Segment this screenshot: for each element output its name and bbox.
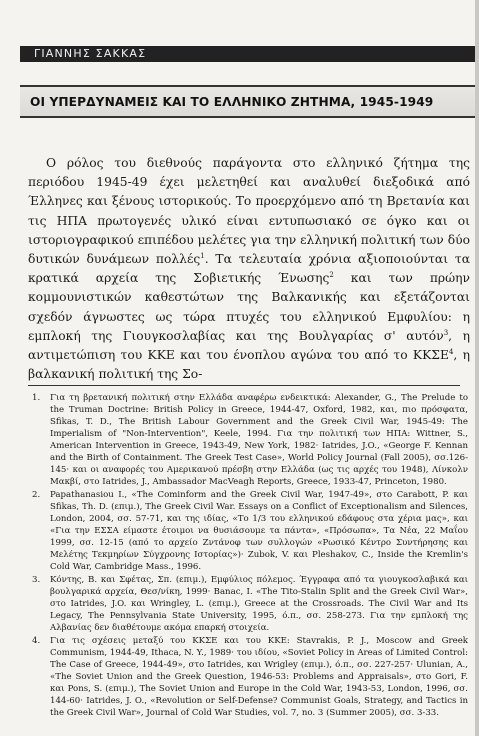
body-text-run: . Τα τελευταία χρόνια αξιοποιούνται τα κρατικά αρχεία της Σοβιετικής Ένωσης — [28, 252, 470, 286]
body-text-run: Ο ρόλος του διεθνούς παράγοντα στο ελληνικό ζήτημα της περιόδου 1945-49 έχει μελετηθεί και αναλυθεί διεξοδικά από Έλληνες και ξένους ιστορικούς. Το προερχόμενο από τη Βρετανία και τις ΗΠΑ πρωτογενές υλικό είναι εντυπωσιακό σε όγκο και οι ιστοριογραφικού επιπέδου μελέτες για την ελληνική πολιτική των δύο δυτικών δυνάμεων πολλές — [28, 156, 470, 267]
page-edge — [475, 0, 479, 736]
footnote-text: Κόντης, Β. και Σφέτας, Σπ. (επιμ.), Εμφύλιος πόλεμος. Έγγραφα από τα γιουγκοσλαβικά και βουλγαρικά αρχεία, Θεσ/νίκη, 1999· Banac, I. «The Tito-Stalin Split and the Greek Civil War», στο Iatrides, J.O. και Wringley, L. (επιμ.), Greece at the Crossroads. The Civil War and Its Legacy, The Pennsylvania State University, 1995, ό.π., σσ. 258-273. Για την εμπλοκή της Αλβανίας δεν διαθέτουμε ακόμα επαρκή στοιχεία. — [50, 575, 468, 633]
footnote-text: Για τις σχέσεις μεταξύ του ΚΚΣΕ και του ΚΚΕ: Stavrakis, P. J., Moscow and Greek Communism, 1944-49, Ithaca, N. Y., 1989· του ιδίου, «Soviet Policy in Areas of Limited Control: The Case of Greece, 1944-49», στο Iatrides, και Wrigley (επιμ.), ό.π., σσ. 227-257· Ulunian, A., «The Soviet Union and the Greek Question, 1946-53: Problems and Appraisals», στο Gori, F. και Pons, S. (επιμ.), The Soviet Union and Europe in the Cold War, 1943-53, London, 1996, σσ. 144-60· Iatrides, J. O., «Revolution or Self-Defense? Communist Goals, Strategy, and Tactics in the Greek Civil War», Journal of Cold War Studies, vol. 7, no. 3 (Summer 2005), σσ. 3-33. — [50, 636, 468, 718]
footnote — [28, 574, 468, 634]
footnote-number: 4. — [32, 636, 41, 646]
body-text-run: , η αντιμετώπιση του ΚΚΕ και του ένοπλου αγώνα του από το ΚΚΣΕ — [28, 328, 470, 363]
footnote-text: Για τη βρετανική πολιτική στην Ελλάδα αναφέρω ενδεικτικά: Alexander, G., The Prelude to the Truman Doctrine: British Policy in Greece, 1944-47, Oxford, 1982, και, πιο πρόσφατα, Sfikas, T. D., The British Labour Government and the Greek Civil War, 1945-49: The Imperialism of "Non-Intervention", Keele, 1994. Για την πολιτική των ΗΠΑ: Wittner, S., American Intervention in Greece, 1943-49, New York, 1982· Iatrides, J.O., «George F. Kennan and the Birth of Containment. The Greek Test Case», World Policy Journal (Fall 2005), σσ.126-145· και οι αναφορές του Αμερικανού πρέσβη στην Ελλάδα (ως τις αρχές του 1948), Λίνκολν Μακβί, στο Iatrides, J., Ambassador MacVeagh Reports, Greece, 1933-47, Princeton, 1980. — [50, 393, 468, 487]
author-header-bar — [20, 46, 475, 62]
body-text-run: , η βαλκανική πολιτική της Σο- — [28, 348, 470, 382]
body-text-run: και των πρώην κομμουνιστικών καθεστώτων της Βαλκανικής και εξετάζονται σχεδόν άγνωστες ως τώρα πτυχές του ελληνικού Εμφυλίου: η εμπλοκή της Γιουγκοσλαβίας και της Βουλγαρίας σ' αυτόν — [28, 271, 471, 343]
footnote-text: Papathanasiou I., «The Cominform and the Greek Civil War, 1947-49», στο Carabott, P. και Sfikas, Th. D. (επιμ.), The Greek Civil War. Essays on a Conflict of Exceptionalism and Silences, London, 2004, σσ. 57-71, και της ιδίας, «Το 1/3 του ελληνικού εδάφους στα χέρια μας», και «Για την ΕΣΣΑ είμαστε έτοιμοι να θυσιάσουμε τα πάντα», «Πρόσωπα», Τα Νέα, 22 Μαΐου 1999, σσ. 12-15 (από το αρχείο Ζντάνοφ των συλλογών «Ρωσικό Κέντρο Συντήρησης και Μελέτης Τεκμηρίων Σύγχρονης Ιστορίας»)· Zubok, V. και Pleshakov, C., Inside the Kremlin's Cold War, Cambridge Mass., 1996. — [50, 490, 468, 572]
footnote-divider — [28, 385, 460, 386]
author-name: ΓΙΑΝΝΗΣ ΣΑΚΚΑΣ — [34, 47, 147, 60]
body-paragraph — [28, 154, 470, 384]
footnotes — [28, 392, 468, 720]
footnote-number: 2. — [32, 490, 41, 500]
footnote-ref: 2 — [329, 271, 334, 280]
footnote — [28, 489, 468, 573]
footnote — [28, 635, 468, 719]
chapter-title-box — [20, 85, 475, 118]
chapter-title: ΟΙ ΥΠΕΡΔΥΝΑΜΕΙΣ ΚΑΙ ΤΟ ΕΛΛΗΝΙΚΟ ΖΗΤΗΜΑ, 1945-1949 — [30, 95, 434, 109]
footnote-number: 1. — [32, 393, 41, 403]
footnote-ref: 1 — [200, 251, 205, 260]
footnote-ref: 3 — [443, 328, 449, 337]
body-text — [28, 154, 470, 384]
footnote — [28, 392, 468, 488]
footnote-number: 3. — [32, 575, 41, 585]
footnote-ref: 4 — [448, 347, 454, 356]
